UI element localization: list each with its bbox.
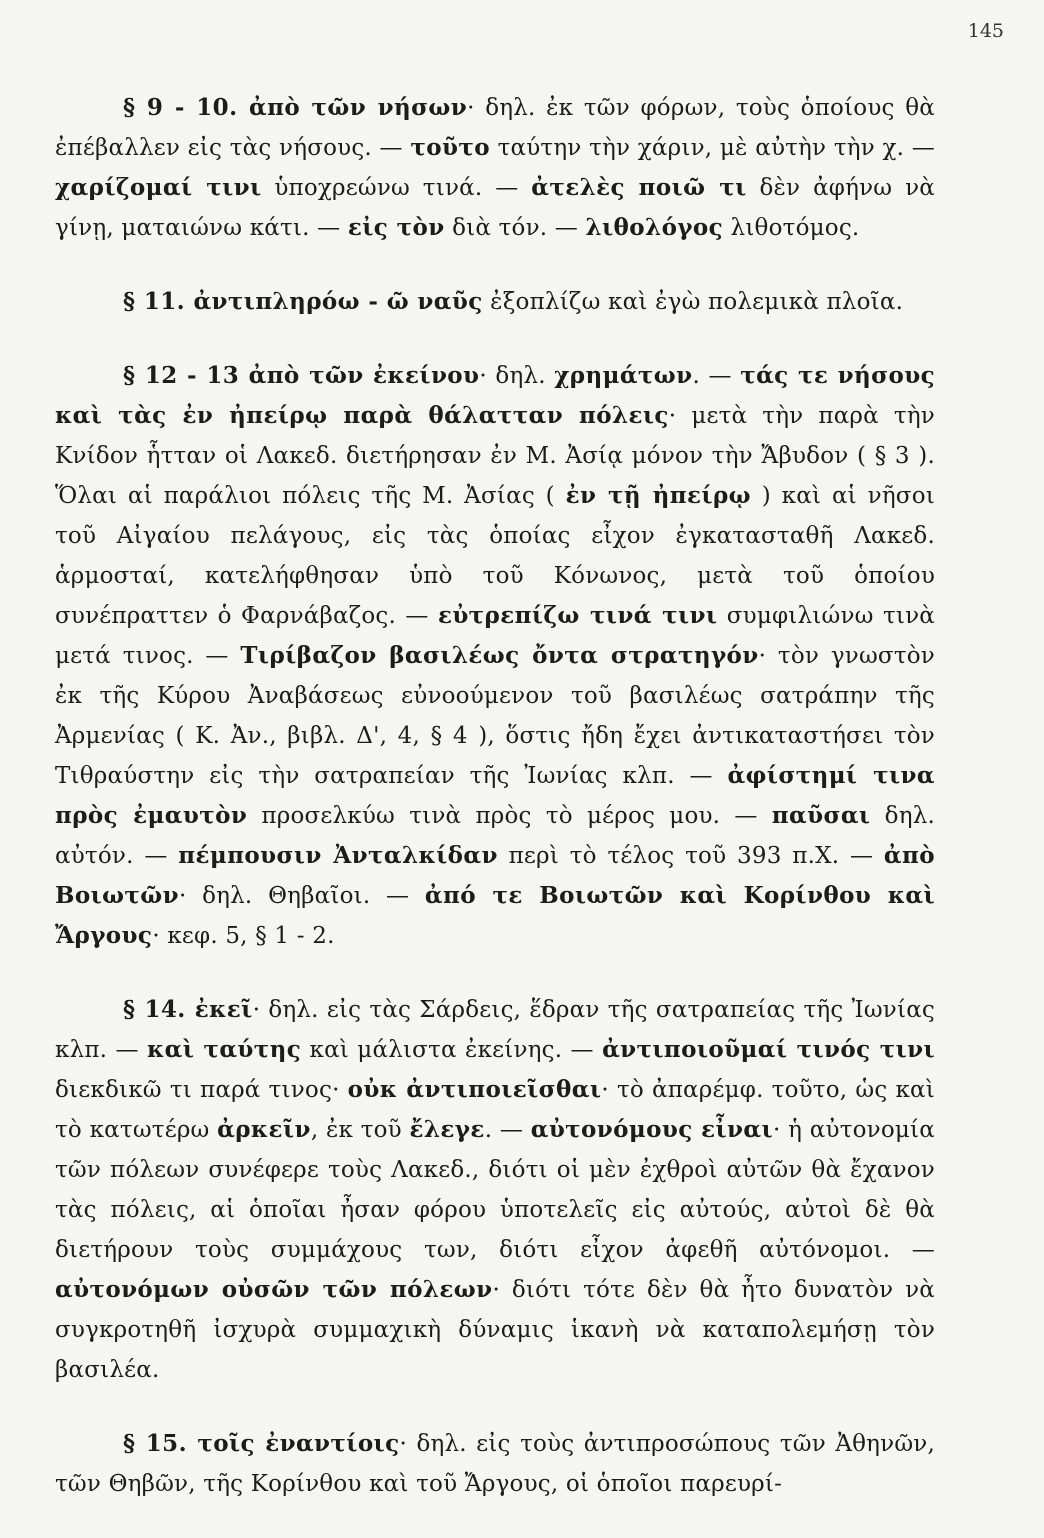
explanation-text: · τὸ ἀπαρέμφ. τοῦτο, ὡς καὶ τὸ κατωτέρω [55, 1077, 935, 1143]
explanation-text: προσελκύω τινὰ πρὸς τὸ μέρος μου. — [247, 803, 772, 829]
explanation-text: διὰ τόν. — [444, 215, 586, 241]
commentary-paragraph [55, 356, 935, 956]
explanation-text: . — [484, 1117, 531, 1143]
lemma-term: § 12 - 13 ἀπὸ τῶν ἐκείνου [123, 362, 480, 389]
commentary-text [55, 88, 935, 1538]
explanation-text: περὶ τὸ τέλος τοῦ 393 π.Χ. — [497, 843, 884, 869]
explanation-text: · δηλ. εἰς τὰς Σάρδεις, ἕδραν τῆς σατραπείας τῆς Ἰωνίας κλπ. — [55, 997, 936, 1063]
explanation-text: , ἐκ τοῦ [310, 1117, 410, 1143]
lemma-term: τάς τε νήσους καὶ τὰς ἐν ἠπείρῳ παρὰ θάλατταν πόλεις [55, 362, 935, 429]
lemma-term: χαρίζομαί τινι [55, 174, 262, 201]
explanation-text: διεκδικῶ τι παρά τινος· [55, 1077, 348, 1103]
lemma-term: εἰς τὸν [347, 214, 445, 241]
explanation-text: · κεφ. 5, § 1 - 2. [152, 923, 335, 949]
lemma-term: καὶ ταύτης [146, 1036, 302, 1063]
commentary-paragraph [55, 282, 935, 322]
lemma-term: § 11. ἀντιπληρόω - ῶ ναῦς [123, 288, 483, 315]
explanation-text: ταύτην τὴν χάριν, μὲ αὐτὴν τὴν χ. — [489, 135, 935, 161]
lemma-term: ἔλεγε [409, 1116, 485, 1143]
lemma-term: § 9 - 10. ἀπὸ τῶν νήσων [123, 94, 468, 121]
explanation-text: · διότι τότε δὲν θὰ ἦτο δυνατὸν νὰ συγκροτηθῆ ἰσχυρὰ συμμαχικὴ δύναμις ἱκανὴ νὰ καταπολεμήσῃ τὸν βασιλέα. [55, 1277, 936, 1383]
lemma-term: εὐτρεπίζω τινά τινι [437, 602, 718, 629]
explanation-text: . — [692, 363, 741, 389]
explanation-text: λιθοτόμος. [723, 215, 860, 241]
explanation-text: · δηλ. εἰς τοὺς ἀντιπροσώπους τῶν Ἀθηνῶν, τῶν Θηβῶν, τῆς Κορίνθου καὶ τοῦ Ἄργους, οἱ ὁποῖοι παρευρί- [55, 1431, 935, 1497]
lemma-term: αὐτονόμων οὐσῶν τῶν πόλεων [55, 1276, 493, 1303]
explanation-text: ) καὶ αἱ νῆσοι τοῦ Αἰγαίου πελάγους, εἰς τὰς ὁποίας εἶχον ἐγκατασταθῆ Λακεδ. ἁρμοσταί, κατελήφθησαν ὑπὸ τοῦ Κόνωνος, μετὰ τοῦ ὁποίου συνέπραττεν ὁ Φαρνάβαζος. — [55, 483, 935, 629]
explanation-text: · δηλ. ἐκ τῶν φόρων, τοὺς ὁποίους θὰ ἐπέβαλλεν εἰς τὰς νήσους. — [55, 95, 935, 161]
lemma-term: ἀφίστημί τινα πρὸς ἐμαυτὸν [55, 762, 936, 829]
page-number: 145 [967, 20, 1004, 42]
lemma-term: ἀπό τε Βοιωτῶν καὶ Κορίνθου καὶ Ἄργους [55, 882, 935, 949]
explanation-text: ὑποχρεώνω τινά. — [261, 175, 532, 201]
explanation-text: · ἡ αὐτονομία τῶν πόλεων συνέφερε τοὺς Λακεδ., διότι οἱ μὲν ἐχθροὶ αὐτῶν θὰ ἔχανον τὰς πόλεις, αἱ ὁποῖαι ἦσαν φόρου ὑποτελεῖς εἰς αὐτούς, αὐτοὶ δὲ θὰ διετήρουν τοὺς συμμάχους των, διότι εἶχον ἀφεθῆ αὐτόνομοι. — [55, 1117, 935, 1263]
lemma-term: § 14. ἐκεῖ [123, 996, 253, 1023]
lemma-term: ἐν τῇ ἠπείρῳ [565, 482, 751, 509]
commentary-paragraph [55, 990, 935, 1390]
lemma-term: Τιρίβαζον βασιλέως ὄντα στρατηγόν [240, 642, 759, 669]
lemma-term: πέμπουσιν Ἀνταλκίδαν [178, 842, 498, 869]
explanation-text: συμφιλιώνω τινὰ μετά τινος. — [55, 603, 936, 669]
lemma-term: αὐτονόμους εἶναι [530, 1116, 774, 1143]
explanation-text: · δηλ. Θηβαῖοι. — [178, 883, 425, 909]
explanation-text: · δηλ. [479, 363, 555, 389]
lemma-term: τοῦτο [410, 134, 490, 161]
lemma-term: ἀπὸ Βοιωτῶν [55, 842, 935, 909]
explanation-text: καὶ μάλιστα ἐκείνης. — [301, 1037, 603, 1063]
explanation-text: · τὸν γνωστὸν ἐκ τῆς Κύρου Ἀναβάσεως εὐνοούμενον τοῦ βασιλέως σατράπην τῆς Ἀρμενίας ( Κ. Ἀν., βιβλ. Δ', 4, § 4 ), ὅστις ἤδη ἔχει ἀντικαταστήσει τὸν Τιθραύστην εἰς τὴν σατραπείαν τῆς Ἰωνίας κλπ. — [55, 643, 935, 789]
lemma-term: ἀτελὲς ποιῶ τι [531, 174, 747, 201]
explanation-text: ἐξοπλίζω καὶ ἐγὼ πολεμικὰ πλοῖα. [482, 289, 904, 315]
explanation-text: δηλ. αὐτόν. — [55, 803, 935, 869]
lemma-term: παῦσαι [771, 802, 871, 829]
commentary-paragraph [55, 88, 935, 248]
explanation-text: · μετὰ τὴν παρὰ τὴν Κνίδον ἧτταν οἱ Λακεδ. διετήρησαν ἐν Μ. Ἀσίᾳ μόνον τὴν Ἄβυδον ( § 3 ). Ὅλαι αἱ παράλιοι πόλεις τῆς Μ. Ἀσίας ( [55, 403, 935, 509]
lemma-term: ἀντιποιοῦμαί τινός τινι [602, 1036, 935, 1063]
lemma-term: § 15. τοῖς ἐναντίοις [123, 1430, 400, 1457]
lemma-term: χρημάτων [554, 362, 693, 389]
commentary-paragraph [55, 1424, 935, 1504]
lemma-term: οὐκ ἀντιποιεῖσθαι [347, 1076, 602, 1103]
explanation-text: δὲν ἀφήνω νὰ γίνῃ, ματαιώνω κάτι. — [55, 175, 935, 241]
lemma-term: λιθολόγος [585, 214, 724, 241]
lemma-term: ἀρκεῖν [217, 1116, 311, 1143]
